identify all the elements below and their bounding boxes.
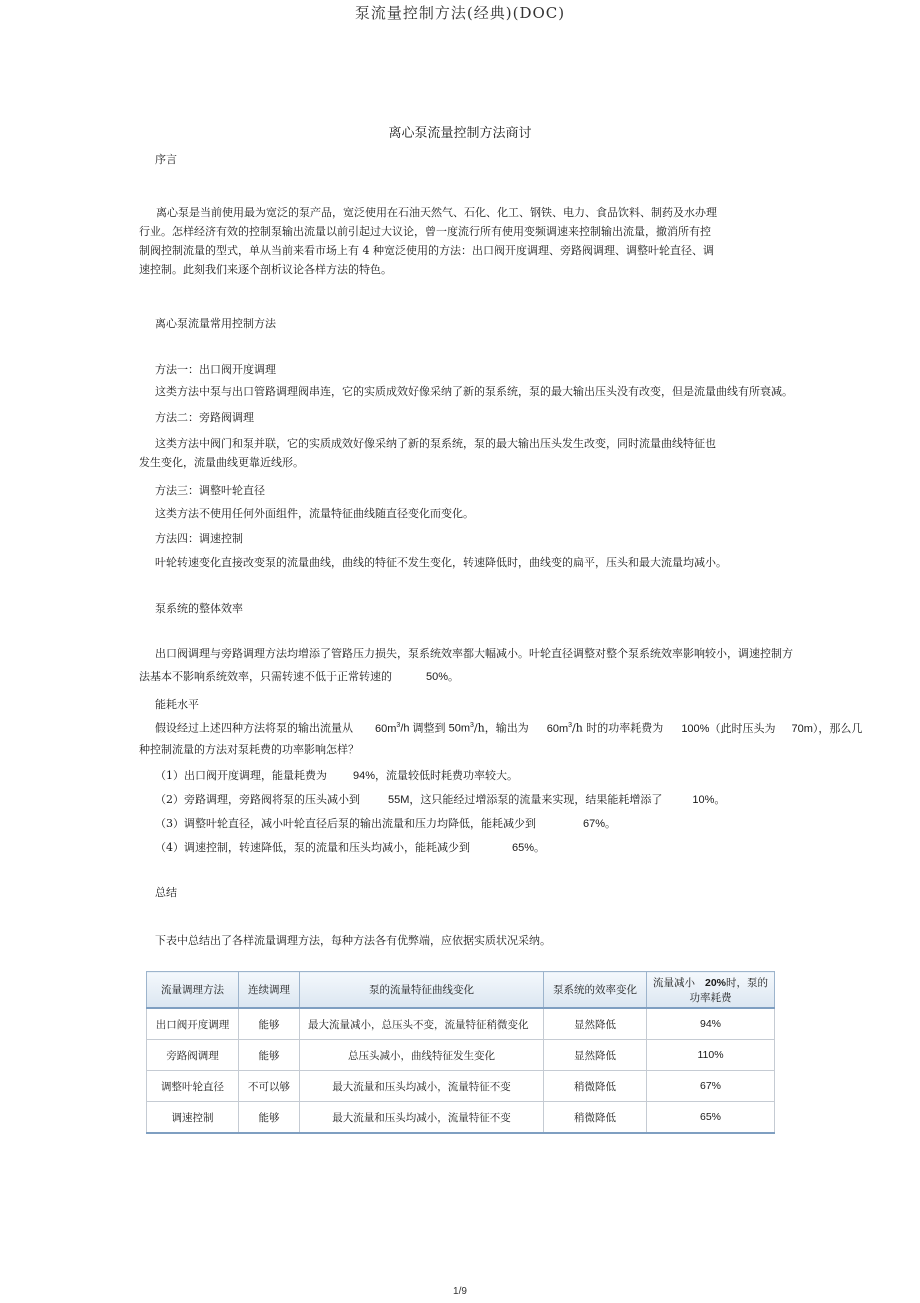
summary-heading: 总结 [155,886,177,899]
energy-item-1-value: 94%，流量较低时耗费功率较大。 [353,770,519,782]
flow-unit-superscript: 3 [568,722,573,729]
preface-paragraph: 离心泵是当前使用最为宽泛的泵产品，宽泛使用在石油天然气、石化、化工、钢铁、电力、食品饮料、制药及水办理行业。怎样经济有效的控制泵输出流量以前引起过大议论，曾一度流行所有使用变频调速来控制输出流量，撤消所有控制阀控制流量的型式，单从当前来看市场上有 4 种宽泛使用的方法：出口阀开度调理、旁路阀调理、调整叶轮直径、调速控制。此刻我们来逐个剖析议论各样方法的特色。 [139,206,717,276]
head-value: 70m），那么几 [791,722,863,735]
energy-item-2-value: 55M，这只能经过增添泵的流量来实现，结果能耗增添了 [388,794,663,806]
method-4-text: 叶轮转速变化直接改变泵的流量曲线，曲线的特征不发生变化，转速降低时，曲线变的扁平，压头和最大流量均减小。 [155,556,727,569]
output-flow-value: 60m [546,722,569,735]
flow-from-value: 60m [375,722,397,735]
table-cell-method: 出口阀开度调理 [147,1008,239,1040]
method-1-text: 这类方法中泵与出口管路调理阀串连，它的实质成效好像采纳了新的泵系统，泵的最大输出压头没有改变，但是流量曲线有所衰减。 [155,385,793,398]
table-cell-curve: 最大流量减小，总压头不变，流量特征稍微变化 [300,1008,544,1040]
table-cell-continuous: 能够 [239,1008,300,1040]
output-text: /h，输出为 [473,721,529,735]
energy-intro-text: 假设经过上述四种方法将泵的输出流量从 [155,721,353,735]
table-cell-method: 调速控制 [147,1102,239,1134]
table-row [147,1008,775,1040]
energy-item-4-value: 65%。 [512,842,546,854]
table-header-cell [647,972,775,1009]
energy-item-2-increase: 10%。 [692,794,726,806]
table-cell-power: 67% [647,1071,775,1102]
table-row [147,1071,775,1102]
efficiency-threshold-value: 50%。 [426,671,460,683]
energy-item-2 [155,790,725,810]
table-cell-efficiency: 稍微降低 [544,1102,647,1134]
table-cell-curve: 总压头减小，曲线特征发生变化 [300,1040,544,1071]
table-header-row [147,972,775,1009]
header-last-text-a: 流量减小 [652,976,695,989]
table-cell-power: 94% [647,1008,775,1040]
power-text: /h 时的功率耗费为 [572,721,664,735]
table-header-cell: 泵系统的效率变化 [544,972,647,1009]
power-baseline-value: 100%（此时压头为 [681,722,776,735]
header-last-percent: 20% [704,976,726,989]
preface-heading: 序言 [155,153,177,166]
table-cell-continuous: 能够 [239,1102,300,1134]
methods-heading: 离心泵流量常用控制方法 [155,317,276,330]
table-cell-efficiency: 稍微降低 [544,1071,647,1102]
table-cell-method: 旁路阀调理 [147,1040,239,1071]
table-cell-continuous: 能够 [239,1040,300,1071]
document-header-title: 泵流量控制方法(经典)(DOC) [354,4,566,22]
table-header-cell: 流量调理方法 [147,972,239,1009]
energy-line-1 [155,716,862,739]
table-cell-curve: 最大流量和压头均减小，流量特征不变 [300,1071,544,1102]
page-number: 1/9 [453,1286,467,1297]
table-cell-efficiency: 显然降低 [544,1008,647,1040]
efficiency-line-1: 出口阀调理与旁路调理方法均增添了管路压力损失，泵系统效率都大幅减小。叶轮直径调整对整个泵系统效率影响较小，调速控制方 [155,647,793,660]
table-cell-method: 调整叶轮直径 [147,1071,239,1102]
table-cell-curve: 最大流量和压头均减小，流量特征不变 [300,1102,544,1134]
table-row [147,1040,775,1071]
efficiency-line-2-text: 法基本不影响系统效率，只需转速不低于正常转速的 [139,670,392,683]
header-last-text-c: 时，泵的功率耗费 [689,976,768,1004]
table-header-cell: 泵的流量特征曲线变化 [300,972,544,1009]
energy-item-2-text: （2）旁路调理，旁路阀将泵的压头减小到 [155,793,360,806]
energy-item-1-text: （1）出口阀开度调理，能量耗费为 [155,769,327,782]
method-1-title: 方法一：出口阀开度调理 [155,363,276,376]
summary-paragraph: 下表中总结出了各样流量调理方法，每种方法各有优弊端，应依据实质状况采纳。 [155,934,551,947]
method-2-title: 方法二：旁路阀调理 [155,411,254,424]
flow-to-value: /h 调整到 50m [400,722,470,735]
flow-unit-superscript: 3 [396,722,401,729]
method-3-text: 这类方法不使用任何外面组件，流量特征曲线随直径变化而变化。 [155,507,474,520]
efficiency-heading: 泵系统的整体效率 [155,602,243,615]
table-cell-continuous: 不可以够 [239,1071,300,1102]
energy-item-1 [155,766,518,786]
table-cell-power: 65% [647,1102,775,1134]
energy-item-4-text: （4）调速控制，转速降低，泵的流量和压头均减小，能耗减少到 [155,841,470,854]
article-title: 离心泵流量控制方法商讨 [388,126,532,141]
method-2-text: 这类方法中阀门和泵并联，它的实质成效好像采纳了新的泵系统，泵的最大输出压头发生改变，同时流量曲线特征也发生变化，流量曲线更靠近线形。 [139,437,716,469]
summary-table [146,971,775,1134]
table-cell-efficiency: 显然降低 [544,1040,647,1071]
table-header-cell: 连续调理 [239,972,300,1009]
method-3-title: 方法三：调整叶轮直径 [155,484,265,497]
energy-item-3-text: （3）调整叶轮直径，减小叶轮直径后泵的输出流量和压力均降低，能耗减少到 [155,817,536,830]
table-cell-power: 110% [647,1040,775,1071]
energy-heading: 能耗水平 [155,698,199,711]
energy-item-3-value: 67%。 [583,818,617,830]
table-row [147,1102,775,1134]
energy-item-4 [155,838,545,858]
energy-item-3 [155,814,616,834]
method-4-title: 方法四：调速控制 [155,532,243,545]
efficiency-line-2 [139,667,459,687]
flow-unit-superscript: 3 [470,722,474,729]
energy-line-2: 种控制流量的方法对泵耗费的功率影响怎样？ [139,743,359,756]
